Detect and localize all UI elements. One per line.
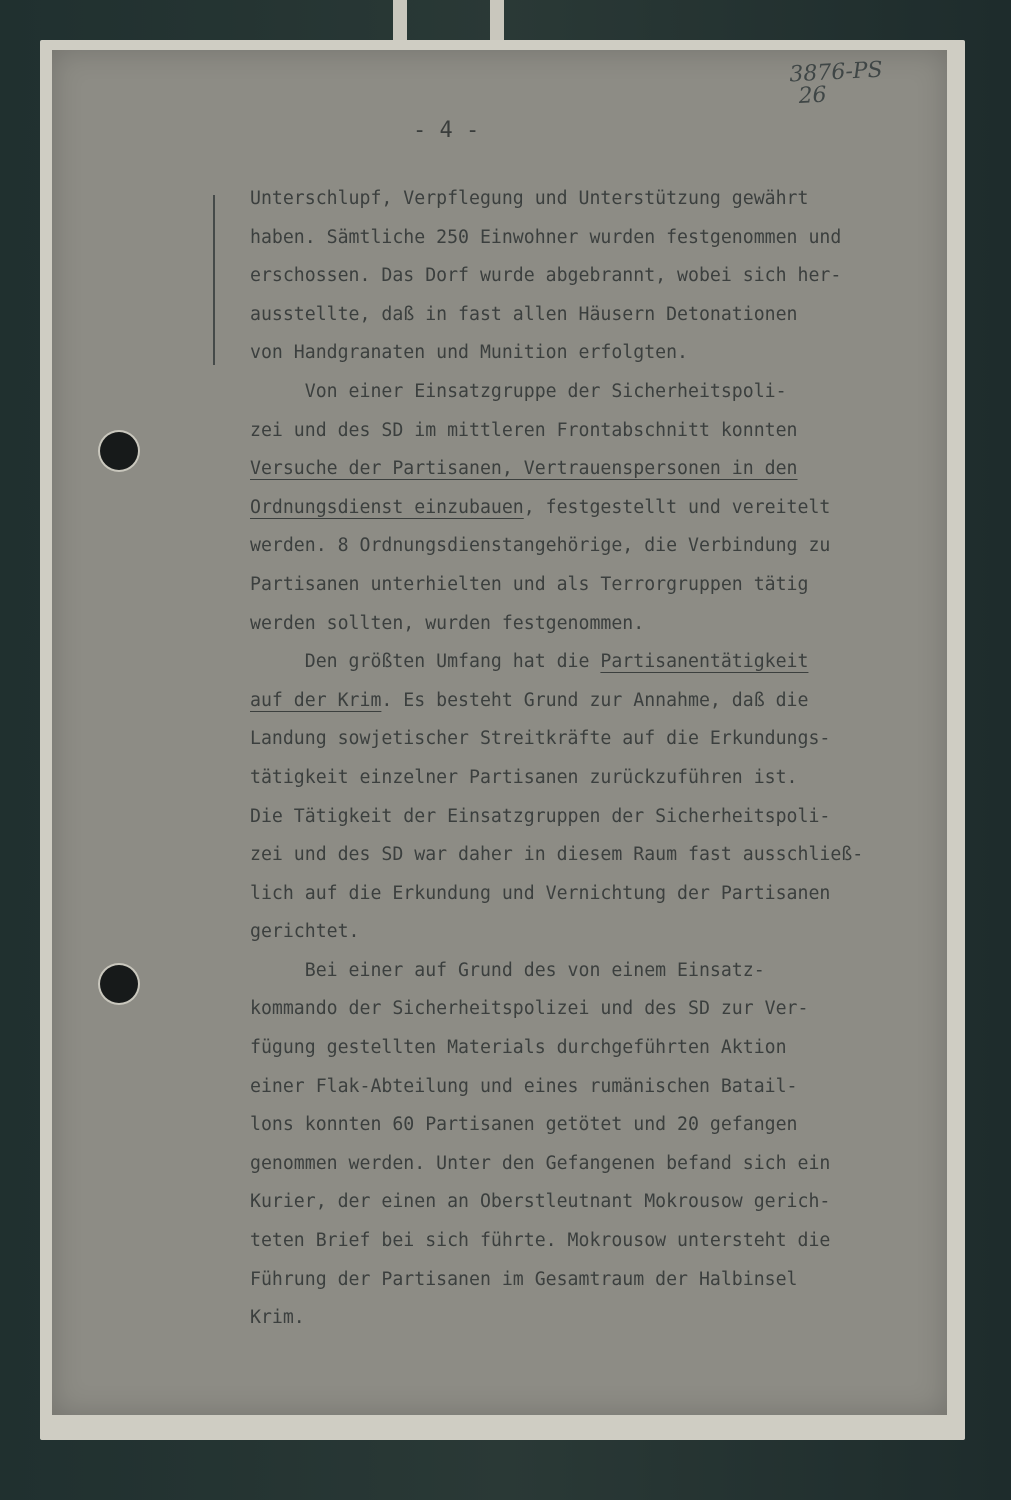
- underlined-text: Ordnungsdienst einzubauen: [250, 496, 524, 518]
- text-line: [250, 643, 910, 682]
- text-segment: Bei einer auf Grund des von einem Einsatz-: [250, 959, 765, 981]
- archive-reference-handwritten: [788, 57, 884, 109]
- text-line: [250, 1145, 910, 1184]
- text-line: [250, 720, 910, 759]
- text-line: [250, 682, 910, 721]
- text-line: [250, 1183, 910, 1222]
- text-segment: Kurier, der einen an Oberstleutnant Mokrousow gerich-: [250, 1191, 831, 1213]
- punch-hole: [100, 432, 138, 470]
- text-line: [250, 759, 910, 798]
- text-segment: Die Tätigkeit der Einsatzgruppen der Sicherheitspoli-: [250, 805, 831, 827]
- text-line: [250, 1106, 910, 1145]
- text-segment: Den größten Umfang hat die: [250, 651, 601, 673]
- text-line: [250, 1068, 910, 1107]
- binder-strip: [490, 0, 504, 40]
- text-segment: Von einer Einsatzgruppe der Sicherheitspoli-: [250, 380, 787, 402]
- text-segment: fügung gestellten Materials durchgeführten Aktion: [250, 1037, 787, 1059]
- text-segment: werden sollten, wurden festgenommen.: [250, 612, 645, 634]
- underlined-text: Partisanentätigkeit: [600, 651, 809, 673]
- text-line: [250, 875, 910, 914]
- text-line: [250, 219, 910, 258]
- text-line: [250, 1222, 910, 1261]
- text-segment: Unterschlupf, Verpflegung und Unterstützung gewährt: [250, 188, 809, 209]
- text-segment: erschossen. Das Dorf wurde abgebrannt, wobei sich her-: [250, 265, 842, 287]
- text-segment: haben. Sämtliche 250 Einwohner wurden festgenommen und: [250, 226, 842, 248]
- text-segment: . Es besteht Grund zur Annahme, daß die: [381, 689, 809, 711]
- text-segment: einer Flak-Abteilung und eines rumänischen Batail-: [250, 1075, 798, 1097]
- text-segment: tätigkeit einzelner Partisanen zurückzuführen ist.: [250, 766, 798, 788]
- text-line: [250, 1261, 910, 1300]
- text-line: [250, 334, 910, 373]
- text-segment: ausstellte, daß in fast allen Häusern Detonationen: [250, 303, 798, 325]
- text-line: [250, 605, 910, 644]
- text-segment: teten Brief bei sich führte. Mokrousow untersteht die: [250, 1230, 831, 1252]
- underlined-text: auf der Krim: [250, 689, 382, 711]
- text-line: [250, 798, 910, 837]
- text-line: [250, 913, 910, 952]
- text-segment: Führung der Partisanen im Gesamtraum der Halbinsel: [250, 1268, 798, 1290]
- text-segment: von Handgranaten und Munition erfolgten.: [250, 342, 688, 364]
- text-line: [250, 373, 910, 412]
- archive-ref-line: 26: [797, 82, 828, 109]
- text-segment: , festgestellt und vereitelt: [523, 496, 831, 518]
- text-segment: Partisanen unterhielten und als Terrorgruppen tätig: [250, 573, 809, 595]
- text-segment: lons konnten 60 Partisanen getötet und 20 gefangen: [250, 1114, 798, 1136]
- text-segment: gerichtet.: [250, 921, 360, 943]
- document-body-text: [250, 180, 910, 1338]
- text-segment: genommen werden. Unter den Gefangenen befand sich ein: [250, 1152, 831, 1174]
- punch-hole: [100, 965, 138, 1003]
- text-line: [250, 952, 910, 991]
- text-line: [250, 450, 910, 489]
- text-line: [250, 412, 910, 451]
- text-line: [250, 489, 910, 528]
- text-line: [250, 527, 910, 566]
- text-line: [250, 180, 910, 219]
- text-segment: zei und des SD im mittleren Frontabschnitt konnten: [250, 419, 798, 441]
- text-segment: Krim.: [250, 1307, 305, 1329]
- text-line: [250, 296, 910, 335]
- binder-strip: [393, 0, 407, 40]
- page-number: - 4 -: [413, 118, 480, 143]
- underlined-text: Versuche der Partisanen, Vertrauenspersonen in den: [250, 458, 798, 480]
- text-line: [250, 566, 910, 605]
- text-line: [250, 1299, 910, 1338]
- text-segment: Landung sowjetischer Streitkräfte auf die Erkundungs-: [250, 728, 831, 750]
- text-line: [250, 836, 910, 875]
- margin-mark: [213, 195, 215, 365]
- text-segment: lich auf die Erkundung und Vernichtung der Partisanen: [250, 882, 831, 904]
- text-line: [250, 1029, 910, 1068]
- text-segment: werden. 8 Ordnungsdienstangehörige, die Verbindung zu: [250, 535, 831, 557]
- text-line: [250, 990, 910, 1029]
- archive-ref-line: 3876-PS: [788, 57, 884, 88]
- text-segment: zei und des SD war daher in diesem Raum fast ausschließ-: [250, 844, 864, 866]
- text-segment: kommando der Sicherheitspolizei und des SD zur Ver-: [250, 998, 809, 1020]
- text-line: [250, 257, 910, 296]
